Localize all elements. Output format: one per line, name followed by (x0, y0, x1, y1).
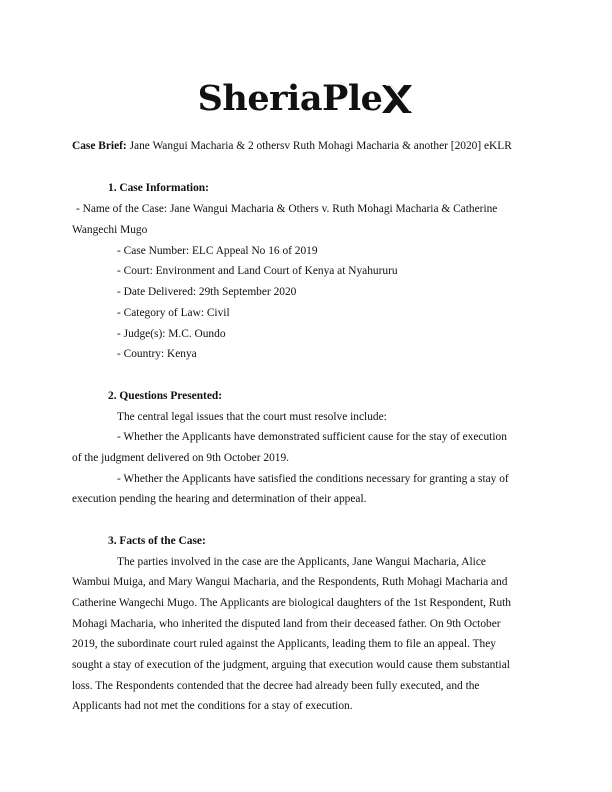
facts-line: The parties involved in the case are the Applicants, Jane Wangui Macharia, Alice (117, 556, 486, 568)
court: - Court: Environment and Land Court of Kenya at Nyahururu (117, 265, 398, 277)
case-brief-title (72, 139, 512, 153)
question-2-line1: - Whether the Applicants have satisfied the conditions necessary for granting a stay of (117, 473, 509, 485)
facts-line: 2019, the subordinate court ruled against the Applicants, leading them to file an appeal. They (72, 638, 496, 650)
section-heading-questions-presented: 2. Questions Presented: (108, 390, 223, 402)
question-2-line2: execution pending the hearing and determination of their appeal. (72, 493, 367, 505)
judges: - Judge(s): M.C. Oundo (117, 328, 226, 340)
section-heading-facts: 3. Facts of the Case: (108, 535, 206, 547)
country: - Country: Kenya (117, 348, 197, 360)
case-number: - Case Number: ELC Appeal No 16 of 2019 (117, 245, 318, 257)
logo-wordmark: SheriaPle (197, 78, 383, 119)
case-name-line2: Wangechi Mugo (72, 224, 148, 236)
facts-line: loss. The Respondents contended that the decree had already been fully executed, and the (72, 680, 480, 692)
category-of-law: - Category of Law: Civil (117, 307, 230, 319)
case-brief-text: Jane Wangui Macharia & 2 othersv Ruth Mohagi Macharia & another [2020] eKLR (129, 140, 512, 152)
facts-line: Catherine Wangechi Mugo. The Applicants are biological daughters of the 1st Respondent, Ruth (72, 597, 512, 609)
facts-line: Wambui Muiga, and Mary Wangui Macharia, and the Respondents, Ruth Mohagi Macharia and (72, 576, 508, 588)
facts-line: Mohagi Macharia, who inherited the disputed land from their deceased father. On 9th October (72, 618, 501, 630)
case-brief-label: Case Brief: (72, 140, 127, 152)
logo-x-mark-icon (380, 82, 414, 116)
facts-line: Applicants had not met the conditions for a stay of execution. (72, 700, 353, 712)
sheriaplex-logo (0, 78, 612, 122)
facts-line: sought a stay of execution of the judgment, arguing that execution would cause them substantial (72, 659, 510, 671)
question-1-line2: of the judgment delivered on 9th October 2019. (72, 452, 290, 464)
questions-intro: The central legal issues that the court must resolve include: (117, 411, 387, 423)
case-name-line1: - Name of the Case: Jane Wangui Macharia & Others v. Ruth Mohagi Macharia & Catherine (76, 203, 498, 215)
date-delivered: - Date Delivered: 29th September 2020 (117, 286, 297, 298)
question-1-line1: - Whether the Applicants have demonstrated sufficient cause for the stay of execution (117, 431, 507, 443)
section-heading-case-information: 1. Case Information: (108, 182, 209, 194)
